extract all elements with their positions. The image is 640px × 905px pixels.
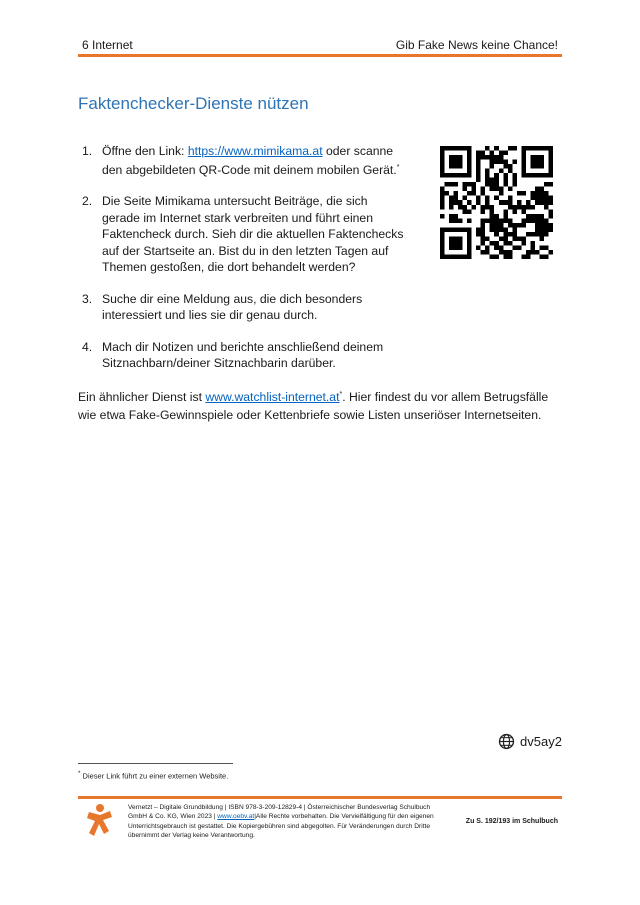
online-code: dv5ay2 [520,734,562,749]
imprint-text: Vernetzt – Digitale Grundbildung | ISBN 978-3-209-12829-4 | Österreichischer Bundesverlag Schulbuch GmbH & Co. KG, Wien 2023 | [128,804,431,821]
task-number: 3. [82,291,93,306]
mimikama-link[interactable]: https://www.mimikama.at [187,144,323,158]
task-number: 1. [82,144,93,158]
qr-code[interactable] [440,146,553,259]
footnote-marker: * [339,391,343,398]
footnote-marker: * [396,163,400,171]
task-text: Mach dir Notizen und berichte anschließend deinem Sitznachbarn/deiner Sitznachbarin darüber. [102,339,384,371]
paragraph-text: Ein ähnlicher Dienst ist [78,390,206,405]
publisher-link[interactable]: www.oebv.at [217,813,255,821]
footnote-text: Dieser Link führt zu einer externen Website. [82,771,229,781]
footnote [78,770,228,781]
footer-imprint [128,803,450,841]
publisher-logo [86,803,114,843]
online-code-badge[interactable] [498,733,562,750]
task-number: 4. [82,339,93,354]
watchlist-link[interactable]: www.watchlist-internet.at [205,390,340,405]
task-item-3 [78,291,408,324]
header-chapter: 6 Internet [82,38,133,52]
globe-icon [498,733,515,750]
schoolbook-reference: Zu S. 192/193 im Schulbuch [465,818,558,825]
imprint-text: |Alle Rechte vorbehalten. Die Vervielfältigung für den eigenen Unterrichtsgebrauch ist gestattet. Die Kopiergebühren sind abgegolten. Für Veränderungen durch Dritte übernimmt der Verlag keine Verantwortung. [128,813,434,840]
task-text: oder scanne den abgebildeten QR-Code mit deinem mobilen Gerät. [102,144,397,177]
task-item-2 [78,193,408,276]
footer-divider [78,796,562,799]
task-text: Öffne den Link: [102,144,188,158]
task-text: Die Seite Mimikama untersucht Beiträge, die sich gerade im Internet stark verbreiten und führt einen Faktencheck durch. Sieh dir die aktuellen Faktenchecks auf der Startseite an. Bist du in den letzten Tagen auf Themen gestoßen, die dort behandelt werden? [102,194,404,275]
header-divider [78,54,562,57]
task-item-1 [78,143,408,178]
header-topic: Gib Fake News keine Chance! [395,38,558,52]
footnote-marker: * [78,770,81,777]
section-title: Faktenchecker-Dienste nützen [78,94,309,113]
followup-paragraph [78,386,568,424]
task-text: Suche dir eine Meldung aus, die dich besonders interessiert und lies sie dir genau durch. [102,291,363,323]
task-list [78,143,408,387]
footnote-divider [78,763,233,764]
task-number: 2. [82,194,93,209]
task-item-4 [78,339,408,372]
paragraph-text: . Hier findest du vor allem Betrugsfälle wie etwa Fake-Gewinnspiele oder Kettenbriefe sowie Listen unseriöser Internetseiten. [78,390,549,423]
